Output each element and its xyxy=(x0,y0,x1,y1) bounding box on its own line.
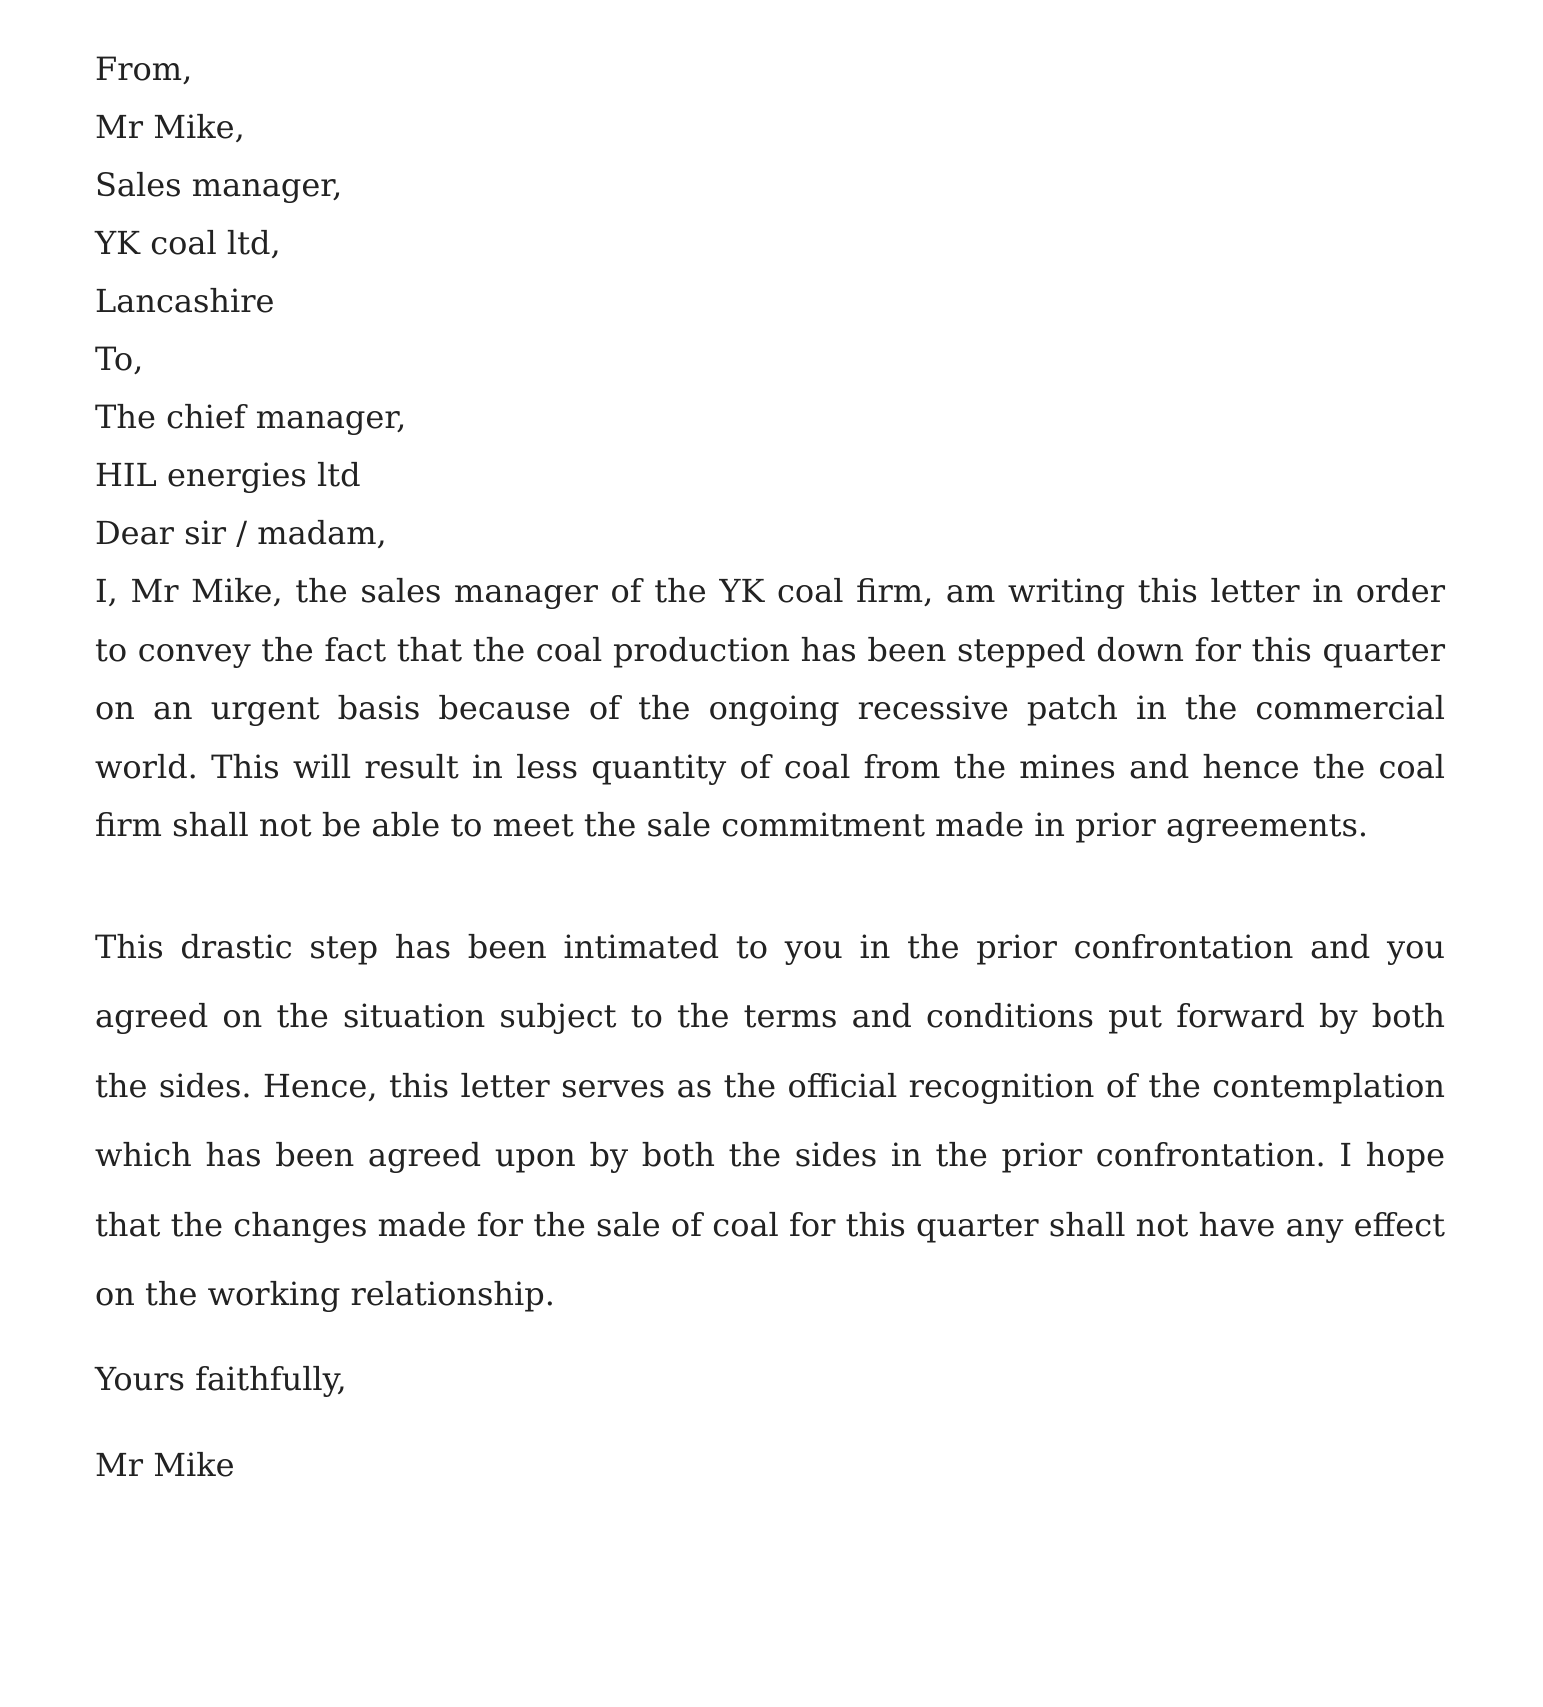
letter-page xyxy=(95,40,1445,1494)
signature: Mr Mike xyxy=(95,1445,235,1484)
sender-company: YK coal ltd, xyxy=(95,224,281,262)
recipient-title: The chief manager, xyxy=(95,398,407,436)
sender-location: Lancashire xyxy=(95,282,275,320)
recipient-company: HIL energies ltd xyxy=(95,456,361,494)
body-paragraph-2: This drastic step has been intimated to you in the prior confrontation and you agreed on the situation subject to the terms and conditions put forward by both the sides. Hence, this letter serves as the official recognition of the contemplation which has been agreed upon by both the sides in the prior confrontation. I hope that the changes made for the sale of coal for this quarter shall not have any effect on the working relationship. xyxy=(95,927,1445,1313)
from-label: From, xyxy=(95,50,193,88)
salutation: Dear sir / madam, xyxy=(95,514,387,552)
to-label: To, xyxy=(95,340,144,378)
recipient-block xyxy=(95,330,1445,504)
closing: Yours faithfully, xyxy=(95,1359,347,1398)
sender-name: Mr Mike, xyxy=(95,108,245,146)
sender-title: Sales manager, xyxy=(95,166,343,204)
sender-block xyxy=(95,40,1445,330)
body-paragraph-1: I, Mr Mike, the sales manager of the YK coal firm, am writing this letter in order to convey the fact that the coal production has been stepped down for this quarter on an urgent basis because of the ongoing recessive patch in the commercial world. This will result in less quantity of coal from the mines and hence the coal firm shall not be able to meet the sale commitment made in prior agreements. xyxy=(95,572,1445,844)
